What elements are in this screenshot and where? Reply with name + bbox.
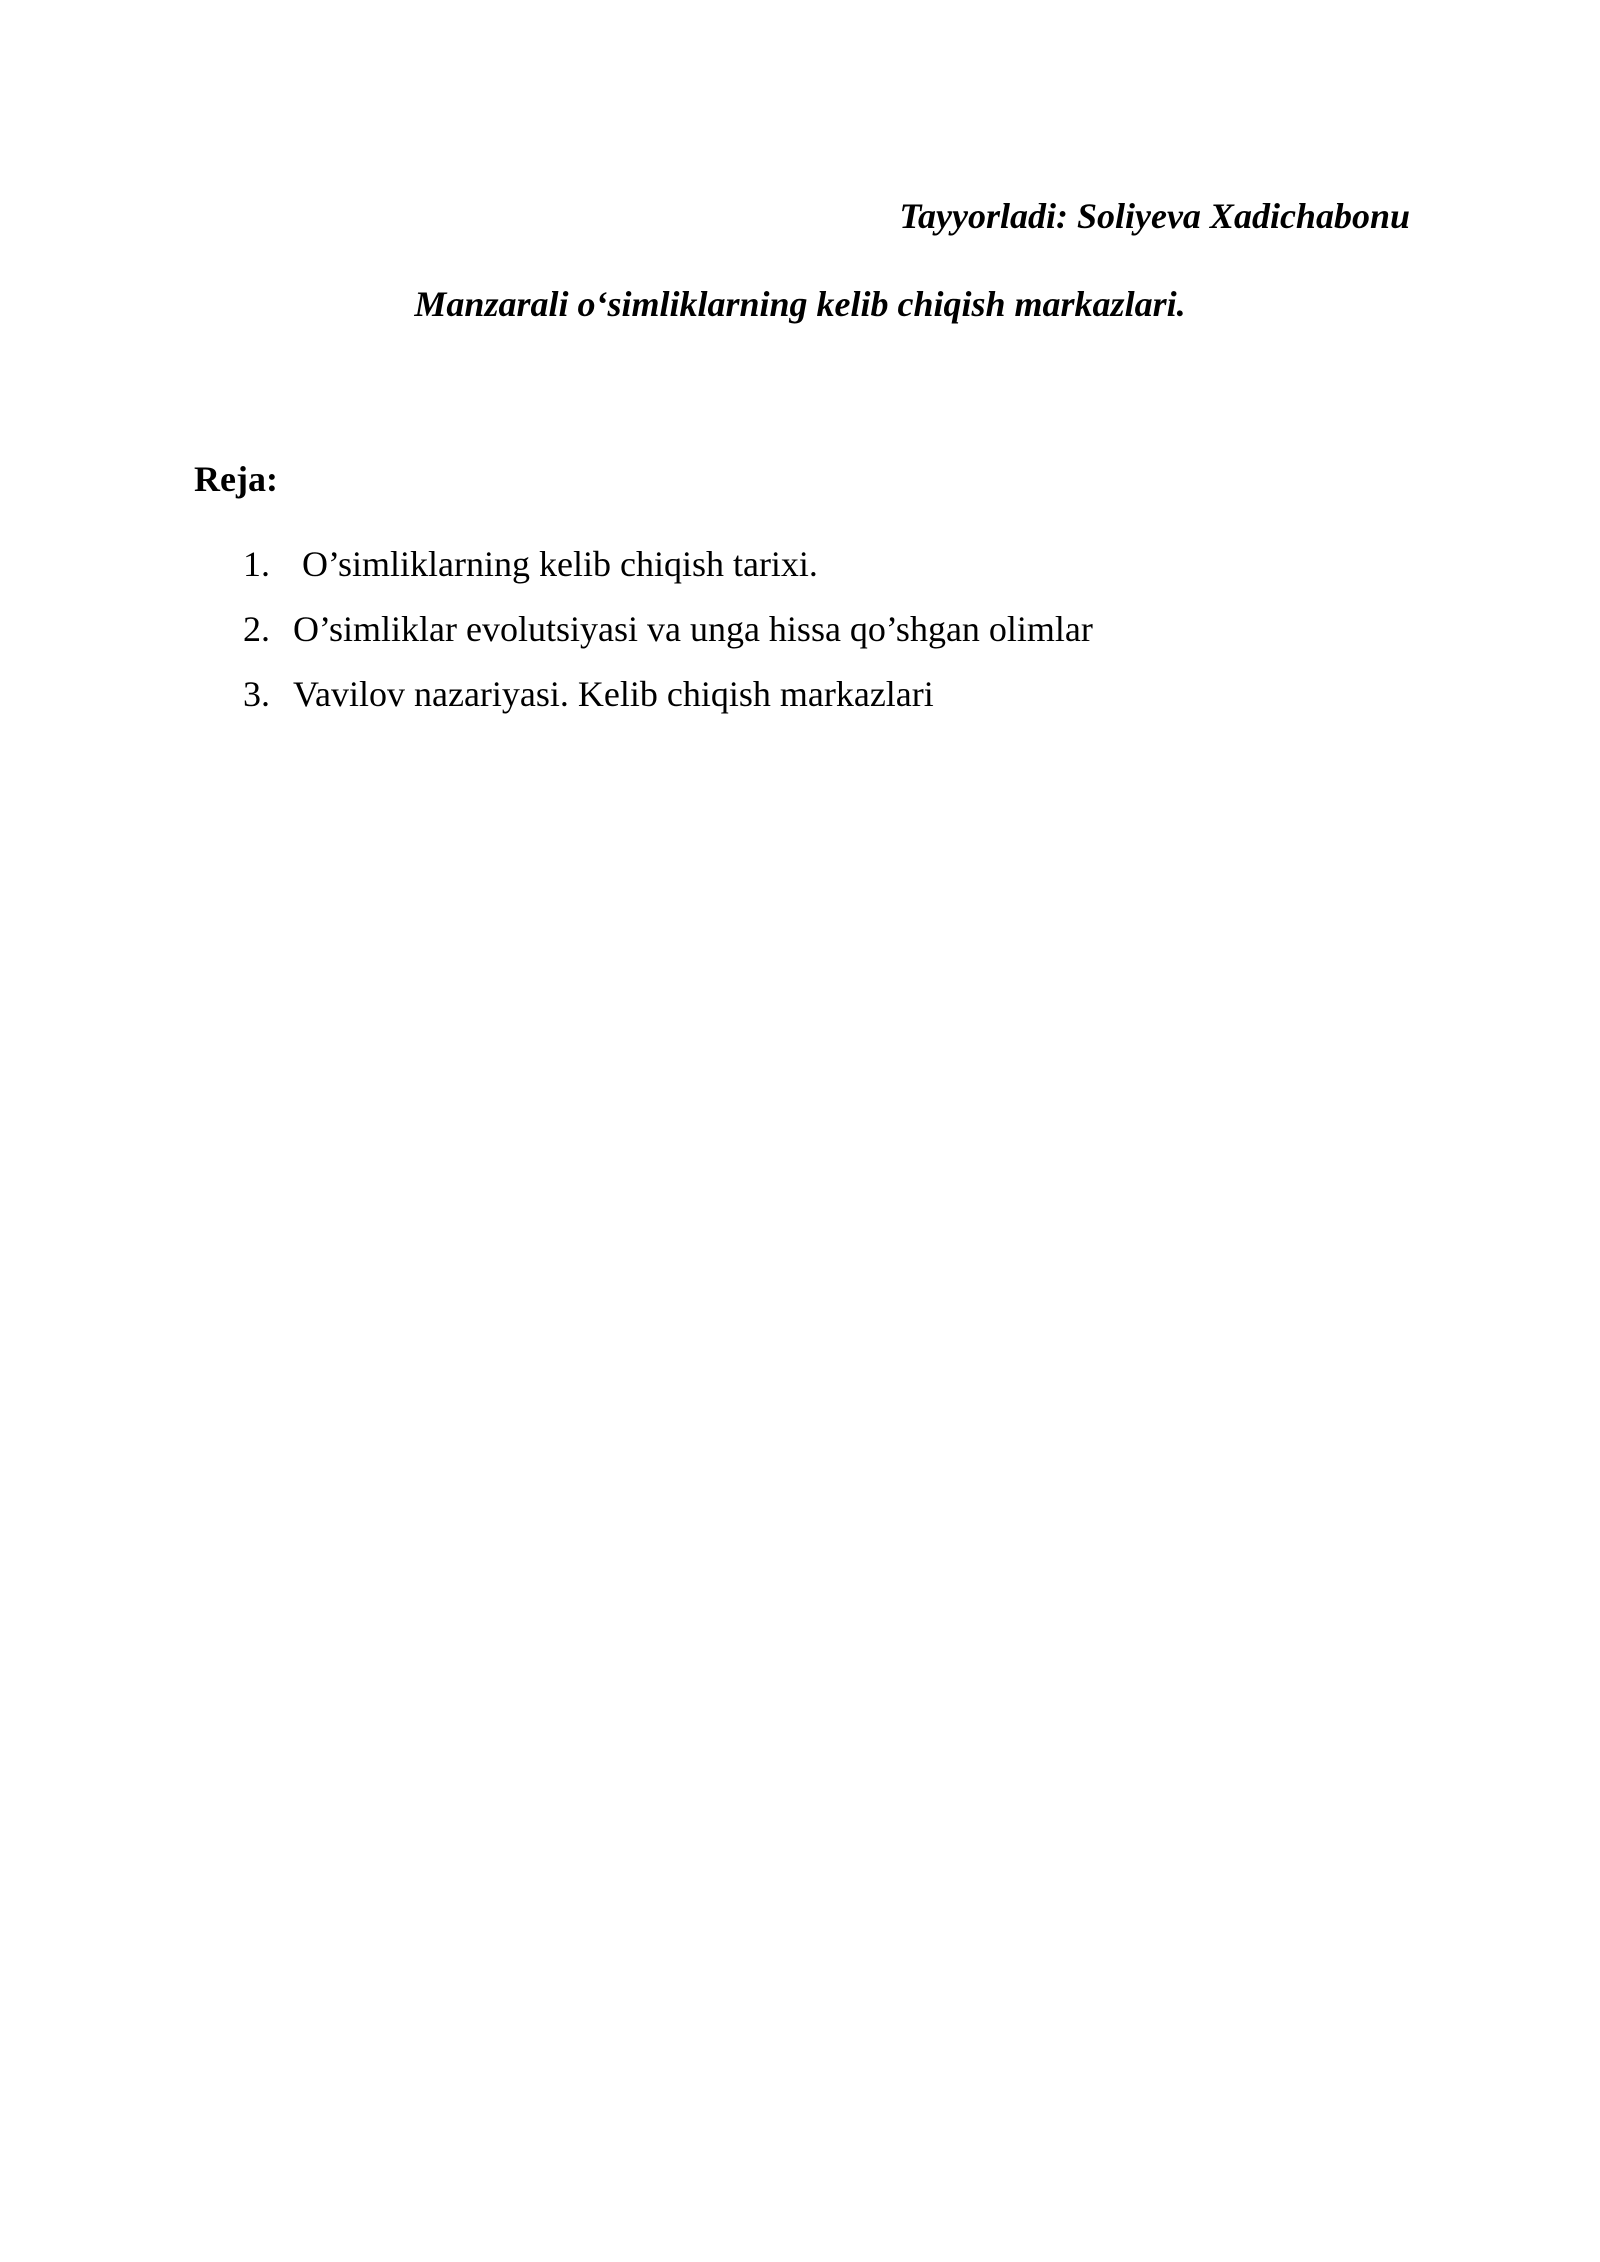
document-title: Manzarali o‘simliklarning kelib chiqish markazlari.: [414, 284, 1186, 324]
plan-item-text: O’simliklarning kelib chiqish tarixi.: [302, 544, 818, 584]
plan-item-text: Vavilov nazariyasi. Kelib chiqish markazlari: [293, 674, 934, 714]
plan-list-item: [243, 605, 1093, 670]
plan-item-number: 3.: [243, 674, 270, 714]
plan-list-item: [243, 540, 1093, 605]
plan-list-item: [243, 670, 1093, 735]
author-line: Tayyorladi: Soliyeva Xadichabonu: [899, 196, 1410, 236]
plan-heading: Reja:: [194, 459, 278, 499]
plan-list: [243, 540, 1093, 735]
plan-item-text: O’simliklar evolutsiyasi va unga hissa qo’shgan olimlar: [293, 609, 1093, 649]
plan-item-number: 1.: [243, 544, 270, 584]
plan-item-number: 2.: [243, 609, 270, 649]
